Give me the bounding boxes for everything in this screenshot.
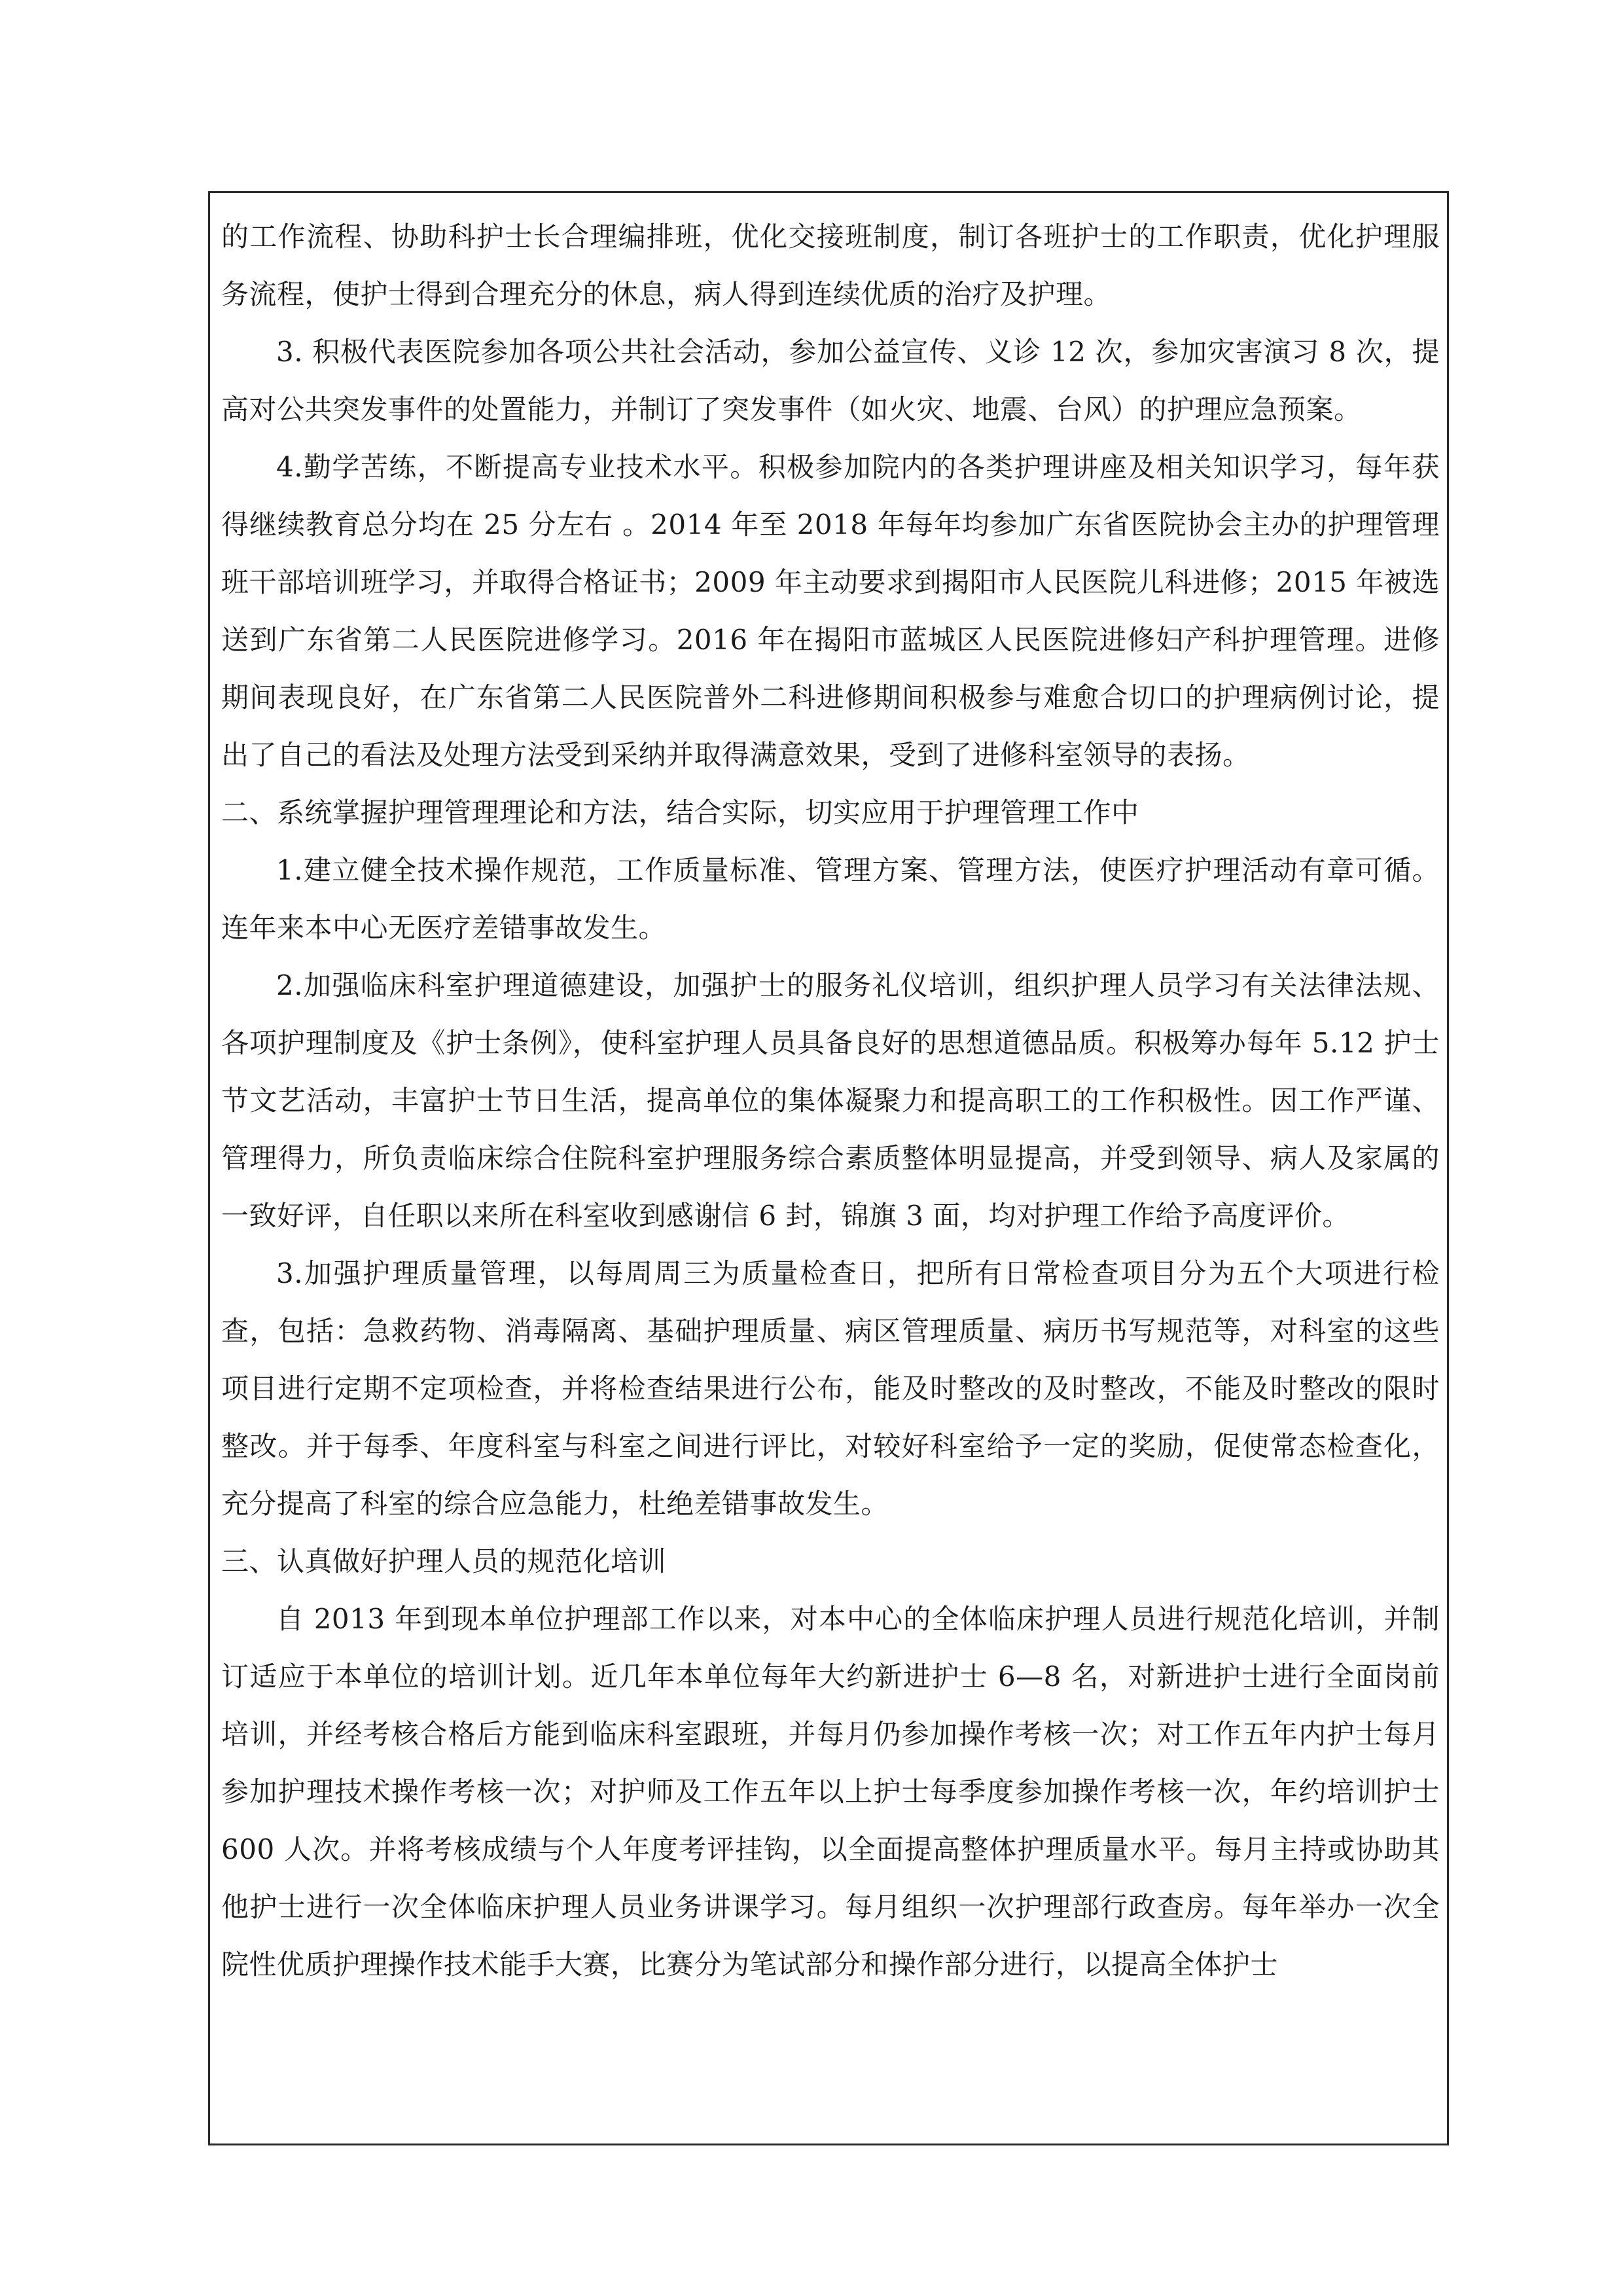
- paragraph-ethics-building: 2.加强临床科室护理道德建设，加强护士的服务礼仪培训，组织护理人员学习有关法律法规、各项护理制度及《护士条例》，使科室护理人员具备良好的思想道德品质。积极筹办每年 5.12 护士节文艺活动，丰富护士节日生活，提高单位的集体凝聚力和提高职工的工作积极性。因工作严谨、管理得力，所负责临床综合住院科室护理服务综合素质整体明显提高，并受到领导、病人及家属的一致好评，自任职以来所在科室收到感谢信 6 封，锦旗 3 面，均对护理工作给予高度评价。: [221, 969, 1440, 1232]
- paragraph-standardized-training: 自 2013 年到现本单位护理部工作以来，对本中心的全体临床护理人员进行规范化培训，并制订适应于本单位的培训计划。近几年本单位每年大约新进护士 6—8 名，对新进护士进行全面岗前培训，并经考核合格后方能到临床科室跟班，并每月仍参加操作考核一次；对工作五年内护士每月参加护理技术操作考核一次；对护师及工作五年以上护士每季度参加操作考核一次，年约培训护士 600 人次。并将考核成绩与个人年度考评挂钩，以全面提高整体护理质量水平。每月主持或协助其他护士进行一次全体临床护理人员业务讲课学习。每月组织一次护理部行政查房。每年举办一次全院性优质护理操作技术能手大赛，比赛分为笔试部分和操作部分进行，以提高全体护士: [221, 1603, 1440, 1981]
- section-heading-management: 二、系统掌握护理管理理论和方法，结合实际，切实应用于护理管理工作中: [221, 797, 1139, 829]
- document-body: [221, 208, 1440, 1994]
- paragraph-technical-standards: 1.建立健全技术操作规范，工作质量标准、管理方案、管理方法，使医疗护理活动有章可循。连年来本中心无医疗差错事故发生。: [221, 854, 1440, 944]
- paragraph-workflow-continuation: 的工作流程、协助科护士长合理编排班，优化交接班制度，制订各班护士的工作职责，优化护理服务流程，使护士得到合理充分的休息，病人得到连续优质的治疗及护理。: [221, 221, 1440, 310]
- paragraph-professional-study: 4.勤学苦练，不断提高专业技术水平。积极参加院内的各类护理讲座及相关知识学习，每年获得继续教育总分均在 25 分左右 。2014 年至 2018 年每年均参加广东省医院协会主办的护理管理班干部培训班学习，并取得合格证书；2009 年主动要求到揭阳市人民医院儿科进修；2015 年被选送到广东省第二人民医院进修学习。2016 年在揭阳市蓝城区人民医院进修妇产科护理管理。进修期间表现良好，在广东省第二人民医院普外二科进修期间积极参与难愈合切口的护理病例讨论，提出了自己的看法及处理方法受到采纳并取得满意效果，受到了进修科室领导的表扬。: [221, 451, 1440, 771]
- paragraph-public-activities: 3. 积极代表医院参加各项公共社会活动，参加公益宣传、义诊 12 次，参加灾害演习 8 次，提高对公共突发事件的处置能力，并制订了突发事件（如火灾、地震、台风）的护理应急预案。: [221, 336, 1440, 425]
- section-heading-training: 三、认真做好护理人员的规范化培训: [221, 1545, 667, 1577]
- paragraph-quality-management: 3.加强护理质量管理，以每周周三为质量检查日，把所有日常检查项目分为五个大项进行检查，包括：急救药物、消毒隔离、基础护理质量、病区管理质量、病历书写规范等，对科室的这些项目进行定期不定项检查，并将检查结果进行公布，能及时整改的及时整改，不能及时整改的限时整改。并于每季、年度科室与科室之间进行评比，对较好科室给予一定的奖励，促使常态检查化，充分提高了科室的综合应急能力，杜绝差错事故发生。: [221, 1257, 1440, 1520]
